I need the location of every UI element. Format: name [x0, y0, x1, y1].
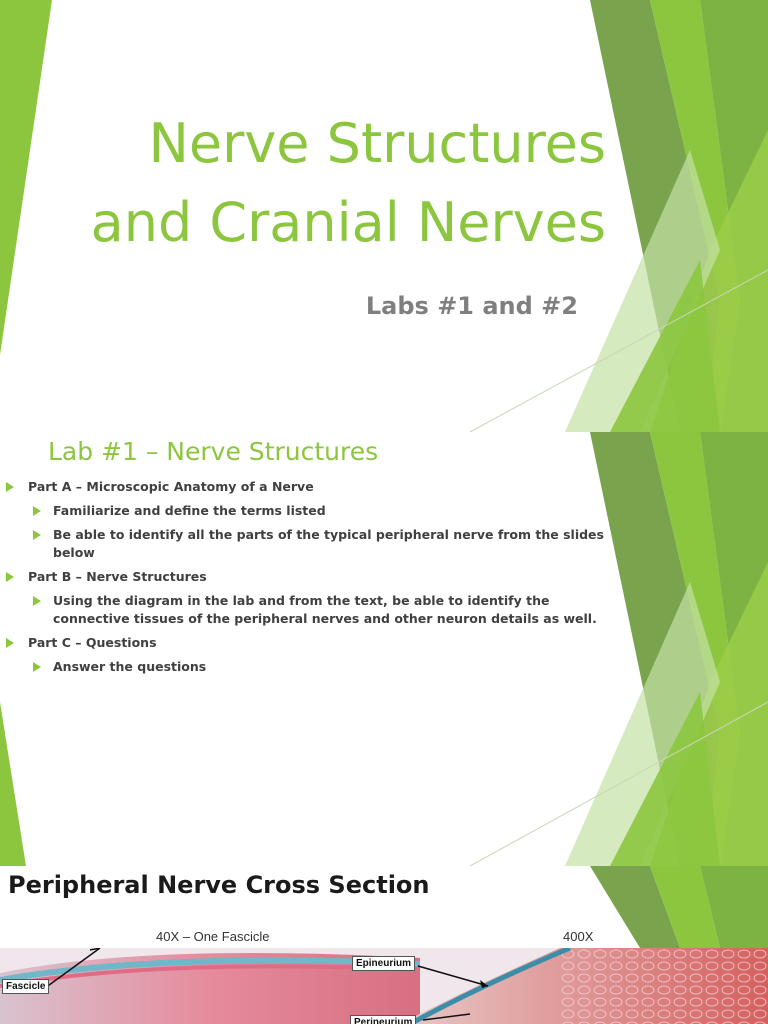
bullet-part-b	[0, 568, 600, 586]
bullet-arrow-icon	[33, 596, 41, 606]
sub-bullet	[0, 658, 608, 676]
bullet-part-a	[0, 478, 600, 496]
slide-title: Lab #1 – Nerve Structures	[48, 437, 379, 466]
bullet-text: Part B – Nerve Structures	[28, 569, 207, 584]
presentation-title	[6, 104, 606, 262]
bullet-arrow-icon	[33, 530, 41, 540]
bullet-text: Part A – Microscopic Anatomy of a Nerve	[28, 479, 314, 494]
sub-bullet-text: Familiarize and define the terms listed	[53, 503, 326, 518]
bullet-text: Part C – Questions	[28, 635, 157, 650]
sub-bullet-text: Be able to identify all the parts of the typical peripheral nerve from the slides below	[53, 527, 604, 560]
bullet-part-c	[0, 634, 600, 652]
caption-40x: 40X – One Fascicle	[156, 929, 270, 944]
label-epineurium: Epineurium	[352, 956, 415, 971]
title-line-1: Nerve Structures	[148, 112, 606, 175]
title-slide	[0, 0, 768, 432]
bullet-arrow-icon	[33, 506, 41, 516]
sub-bullet-text: Using the diagram in the lab and from the text, be able to identify the connective tissues of the peripheral nerves and other neuron details as well.	[53, 593, 597, 626]
cross-section-slide	[0, 866, 768, 1024]
label-fascicle: Fascicle	[2, 979, 49, 994]
bullet-arrow-icon	[6, 572, 14, 582]
title-line-2: and Cranial Nerves	[90, 191, 606, 254]
bullet-arrow-icon	[6, 482, 14, 492]
caption-400x: 400X	[563, 929, 594, 944]
sub-bullet	[0, 502, 608, 520]
sub-bullet-text: Answer the questions	[53, 659, 207, 674]
bullet-arrow-icon	[6, 638, 14, 648]
lab1-slide	[0, 432, 768, 866]
sub-bullet	[0, 592, 608, 628]
bullet-arrow-icon	[33, 662, 41, 672]
presentation-subtitle: Labs #1 and #2	[365, 292, 578, 320]
bullet-list	[0, 478, 604, 682]
sub-bullet	[0, 526, 608, 562]
slide-title: Peripheral Nerve Cross Section	[8, 871, 430, 899]
label-perineurium: Perineurium	[350, 1015, 416, 1024]
